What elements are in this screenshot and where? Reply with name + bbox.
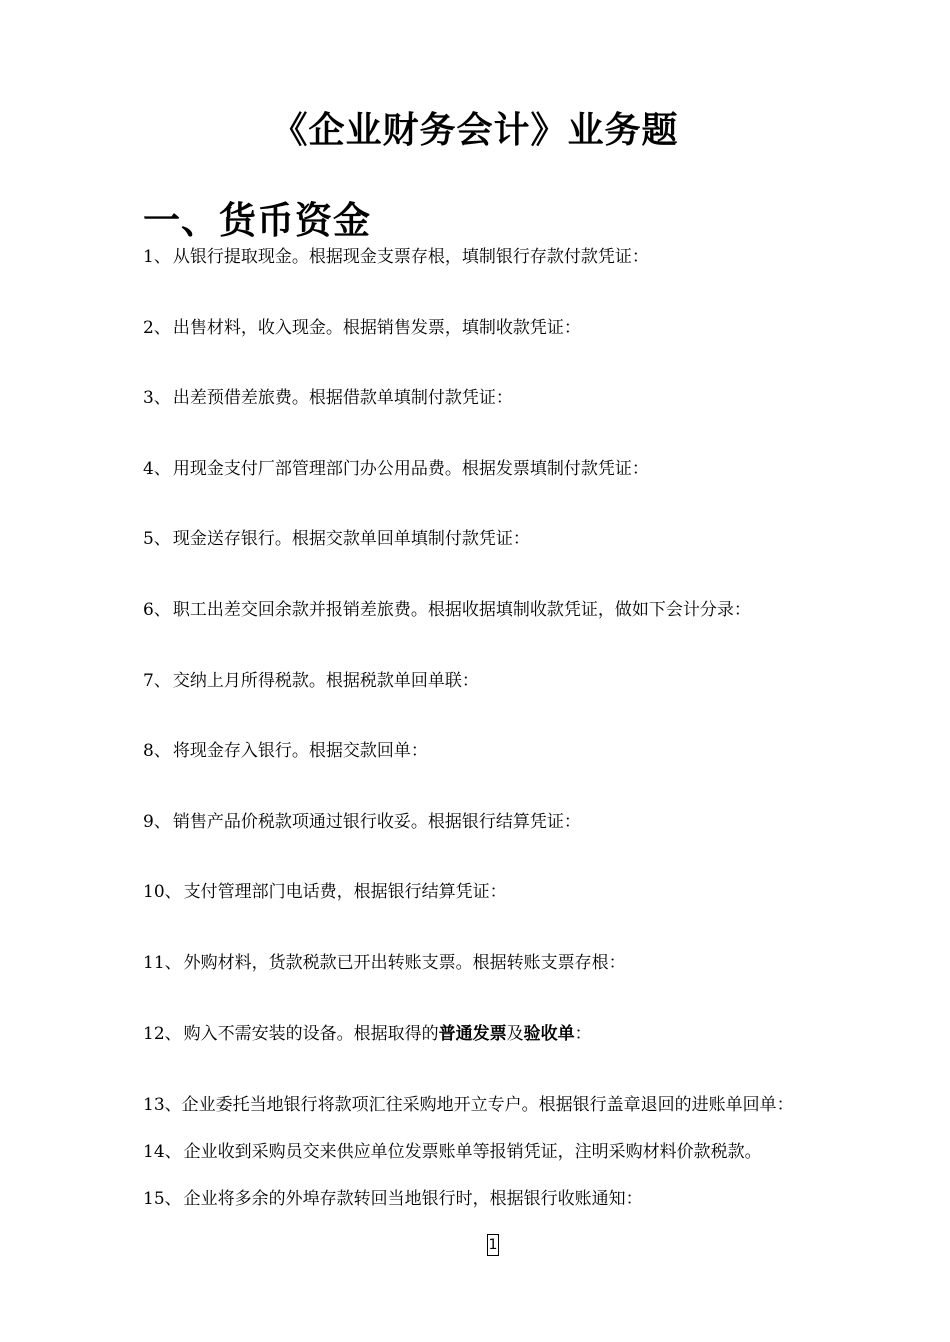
list-item — [143, 316, 581, 340]
item-text: 企业收到采购员交来供应单位发票账单等报销凭证，注明采购材料价款税款。 — [183, 1142, 762, 1162]
item-number: 4、 — [143, 459, 171, 479]
item-bold-text: 普通发票 — [438, 1024, 507, 1044]
list-item — [143, 951, 626, 975]
list-item — [143, 598, 751, 622]
item-number: 14、 — [143, 1142, 182, 1162]
item-number: 7、 — [143, 671, 171, 691]
list-item — [143, 245, 649, 269]
list-item — [143, 386, 513, 410]
item-number: 6、 — [143, 600, 171, 620]
item-number: 11、 — [143, 953, 182, 973]
page-number: 1 — [487, 1234, 499, 1256]
item-number: 13、 — [143, 1095, 182, 1115]
list-item — [143, 1187, 643, 1211]
item-text: 职工出差交回余款并报销差旅费。根据收据填制收款凭证，做如下会计分录： — [172, 600, 751, 620]
section-heading: 一、货币资金 — [143, 199, 371, 242]
item-text: 从银行提取现金。根据现金支票存根，填制银行存款付款凭证： — [172, 247, 649, 267]
item-text: 现金送存银行。根据交款单回单填制付款凭证： — [172, 529, 530, 549]
item-text: 交纳上月所得税款。根据税款单回单联： — [172, 671, 479, 691]
item-number: 3、 — [143, 388, 171, 408]
document-title: 《企业财务会计》业务题 — [271, 110, 679, 151]
item-text: 企业委托当地银行将款项汇往采购地开立专户。根据银行盖章退回的进账单回单： — [181, 1095, 794, 1115]
list-item — [143, 1022, 592, 1046]
list-item — [143, 527, 530, 551]
item-text: 支付管理部门电话费，根据银行结算凭证： — [183, 882, 507, 902]
item-number: 9、 — [143, 812, 171, 832]
item-number: 10、 — [143, 882, 182, 902]
item-number: 1、 — [143, 247, 171, 267]
list-item — [143, 457, 649, 481]
item-text: 用现金支付厂部管理部门办公用品费。根据发票填制付款凭证： — [172, 459, 649, 479]
item-number: 2、 — [143, 318, 171, 338]
item-text: 出售材料，收入现金。根据销售发票，填制收款凭证： — [172, 318, 581, 338]
list-item — [143, 880, 507, 904]
item-number: 15、 — [143, 1189, 182, 1209]
list-item — [143, 1093, 794, 1117]
item-text: 销售产品价税款项通过银行收妥。根据银行结算凭证： — [172, 812, 581, 832]
item-text: 将现金存入银行。根据交款回单： — [172, 741, 428, 761]
list-item — [143, 1140, 762, 1164]
item-text: ： — [574, 1024, 592, 1044]
list-item — [143, 669, 479, 693]
item-bold-text: 验收单 — [523, 1024, 575, 1044]
item-text: 企业将多余的外埠存款转回当地银行时，根据银行收账通知： — [183, 1189, 643, 1209]
item-text: 及 — [506, 1024, 524, 1044]
item-text: 购入不需安装的设备。根据取得的 — [183, 1024, 439, 1044]
item-text: 外购材料，货款税款已开出转账支票。根据转账支票存根： — [183, 953, 626, 973]
item-number: 12、 — [143, 1024, 182, 1044]
item-number: 8、 — [143, 741, 171, 761]
item-number: 5、 — [143, 529, 171, 549]
list-item — [143, 739, 428, 763]
item-text: 出差预借差旅费。根据借款单填制付款凭证： — [172, 388, 513, 408]
list-item — [143, 810, 581, 834]
